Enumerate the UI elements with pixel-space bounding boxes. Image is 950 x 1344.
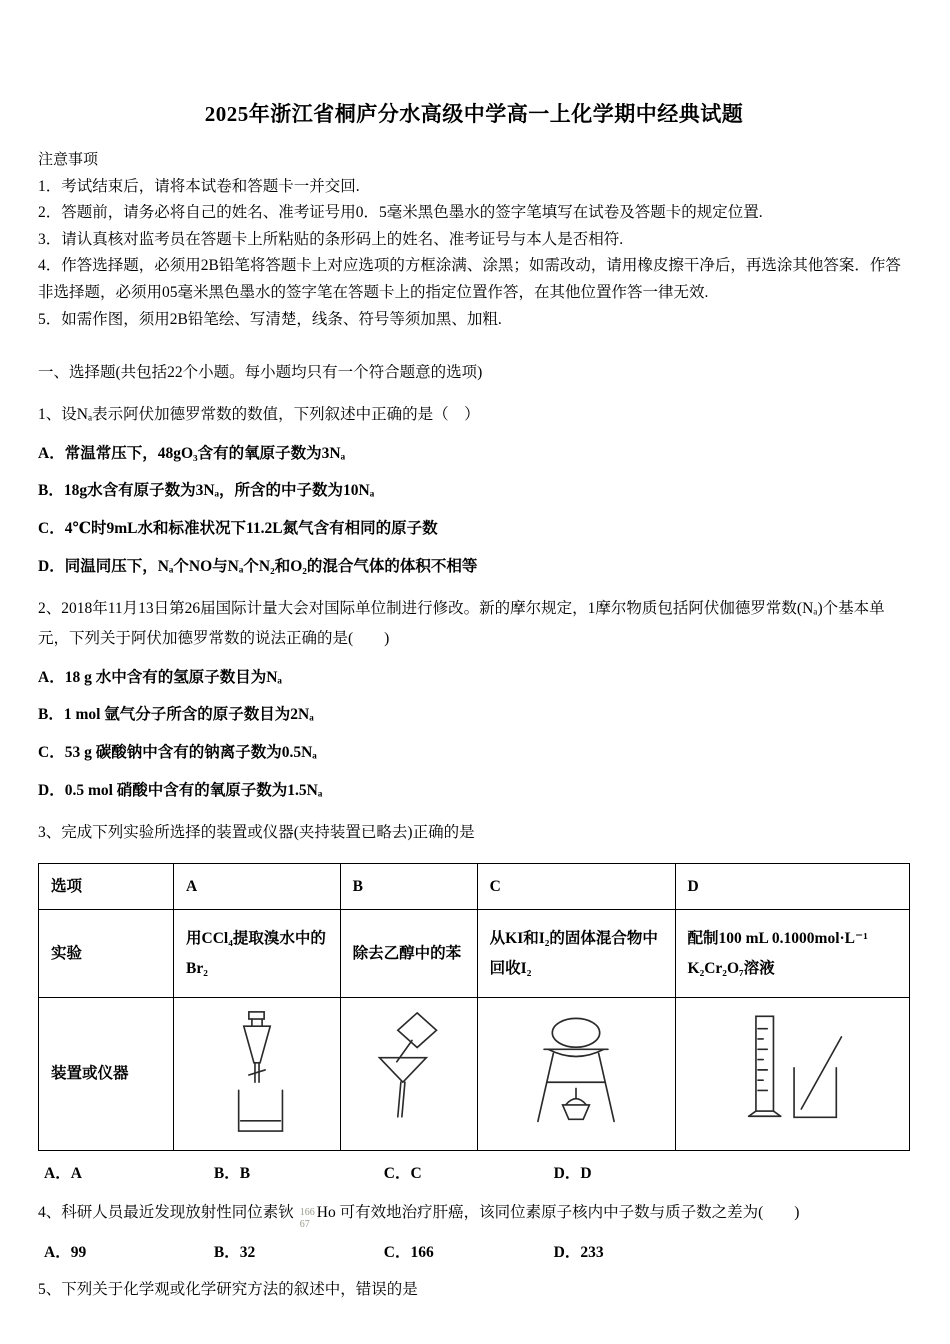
question-2-option-d: D．0.5 mol 硝酸中含有的氧原子数为1.5Nₐ bbox=[38, 781, 323, 799]
experiment-cell-b: 除去乙醇中的苯 bbox=[340, 910, 477, 998]
notice-item: 1．考试结束后，请将本试卷和答题卡一并交回. bbox=[38, 177, 360, 195]
question-1-option-c: C．4℃时9mL水和标准状况下11.2L氮气含有相同的原子数 bbox=[38, 519, 438, 537]
question-4-answer-options bbox=[44, 1240, 910, 1262]
notice-item: 3．请认真核对监考员在答题卡上所粘贴的条形码上的姓名、准考证号与本人是否相符. bbox=[38, 230, 624, 248]
question-5 bbox=[38, 1275, 910, 1305]
notice-heading: 注意事项 bbox=[38, 152, 99, 168]
question-2-stem: 2、2018年11月13日第26届国际计量大会对国际单位制进行修改。新的摩尔规定，1摩尔物质包括阿伏伽德罗常数(Nₐ)个基本单元，下列关于阿伏加德罗常数的说法正确的是( ) bbox=[38, 600, 885, 648]
row-label-cell: 装置或仪器 bbox=[39, 998, 174, 1151]
graduated-cylinder-and-beaker-with-glass-rod-icon bbox=[688, 1006, 897, 1142]
question-3-option-c: C．C bbox=[383, 1165, 422, 1183]
table-experiment-row bbox=[39, 910, 910, 998]
question-4-option-b: B．32 bbox=[213, 1244, 256, 1262]
experiment-cell-c: 从KI和I₂的固体混合物中回收I₂ bbox=[477, 910, 675, 998]
question-5-stem: 5、下列关于化学观或化学研究方法的叙述中，错误的是 bbox=[38, 1281, 418, 1299]
evaporating-dish-on-stand-with-alcohol-lamp-icon bbox=[490, 1006, 663, 1142]
table-header-cell: C bbox=[477, 863, 675, 909]
question-2 bbox=[38, 594, 910, 805]
row-label-cell: 实验 bbox=[39, 910, 174, 998]
question-4-stem-text: 可有效地治疗肝癌，该同位素原子核内中子数与质子数之差为( ) bbox=[339, 1204, 800, 1222]
question-4-option-a: A．99 bbox=[44, 1244, 87, 1262]
isotope-symbol: Ho bbox=[316, 1204, 336, 1222]
question-3-answer-options bbox=[44, 1161, 910, 1183]
table-header-row bbox=[39, 863, 910, 909]
question-3 bbox=[38, 818, 910, 1183]
apparatus-cell-a bbox=[174, 998, 341, 1151]
experiment-cell-d: 配制100 mL 0.1000mol·L⁻¹ K₂Cr₂O₇溶液 bbox=[675, 910, 909, 998]
isotope-mass-number: 166 bbox=[299, 1207, 315, 1219]
apparatus-table bbox=[38, 863, 910, 1151]
table-header-cell: B bbox=[340, 863, 477, 909]
question-4-option-c: C．166 bbox=[383, 1244, 434, 1262]
question-3-option-b: B．B bbox=[213, 1165, 251, 1183]
tilted-vessel-pouring-into-funnel-icon bbox=[353, 1006, 465, 1142]
notice-item: 4．作答选择题，必须用2B铅笔将答题卡上对应选项的方框涂满、涂黑；如需改动，请用橡皮擦干净后，再选涂其他答案．作答非选择题，必须用05毫米黑色墨水的签字笔在答题卡上的指定位置作答，在其他位置作答一律无效. bbox=[38, 257, 901, 302]
table-header-cell: 选项 bbox=[39, 863, 174, 909]
question-3-option-d: D．D bbox=[553, 1165, 592, 1183]
question-4-option-d: D．233 bbox=[553, 1244, 604, 1262]
question-2-option-c: C．53 g 碳酸钠中含有的钠离子数为0.5Nₐ bbox=[38, 744, 317, 762]
question-1-option-d: D．同温同压下，Nₐ个NO与Nₐ个N₂和O₂的混合气体的体积不相等 bbox=[38, 557, 478, 575]
section-heading: 一、选择题(共包括22个小题。每小题均只有一个符合题意的选项) bbox=[38, 364, 483, 382]
question-4 bbox=[38, 1196, 910, 1262]
apparatus-cell-d bbox=[675, 998, 909, 1151]
question-3-option-a: A．A bbox=[44, 1165, 82, 1183]
apparatus-cell-b bbox=[340, 998, 477, 1151]
notice-section bbox=[38, 148, 910, 333]
question-1-option-b: B．18g水含有原子数为3Nₐ，所含的中子数为10Nₐ bbox=[38, 482, 375, 500]
question-4-stem bbox=[38, 1196, 910, 1230]
isotope-notation bbox=[294, 1204, 336, 1230]
question-1 bbox=[38, 400, 910, 581]
separating-funnel-over-beaker-icon bbox=[186, 1006, 328, 1142]
experiment-cell-a: 用CCl₄提取溴水中的Br₂ bbox=[174, 910, 341, 998]
question-1-stem: 1、设Nₐ表示阿伏加德罗常数的数值，下列叙述中正确的是（ ） bbox=[38, 406, 480, 424]
page-title: 2025年浙江省桐庐分水高级中学高一上化学期中经典试题 bbox=[204, 102, 744, 126]
question-3-stem: 3、完成下列实验所选择的装置或仪器(夹持装置已略去)正确的是 bbox=[38, 824, 475, 842]
table-header-cell: A bbox=[174, 863, 341, 909]
table-apparatus-row bbox=[39, 998, 910, 1151]
question-4-stem-text: 4、科研人员最近发现放射性同位素钬 bbox=[38, 1204, 294, 1222]
notice-item: 5．如需作图，须用2B铅笔绘、写清楚，线条、符号等须加黑、加粗. bbox=[38, 310, 502, 328]
question-2-option-a: A．18 g 水中含有的氢原子数目为Nₐ bbox=[38, 668, 282, 686]
apparatus-cell-c bbox=[477, 998, 675, 1151]
notice-item: 2．答题前，请务必将自己的姓名、准考证号用0．5毫米黑色墨水的签字笔填写在试卷及答题卡的规定位置. bbox=[38, 204, 763, 222]
question-1-option-a: A．常温常压下，48gO₃含有的氧原子数为3Nₐ bbox=[38, 444, 346, 462]
isotope-atomic-number: 67 bbox=[299, 1218, 310, 1230]
question-2-option-b: B．1 mol 氩气分子所含的原子数目为2Nₐ bbox=[38, 706, 314, 724]
table-header-cell: D bbox=[675, 863, 909, 909]
